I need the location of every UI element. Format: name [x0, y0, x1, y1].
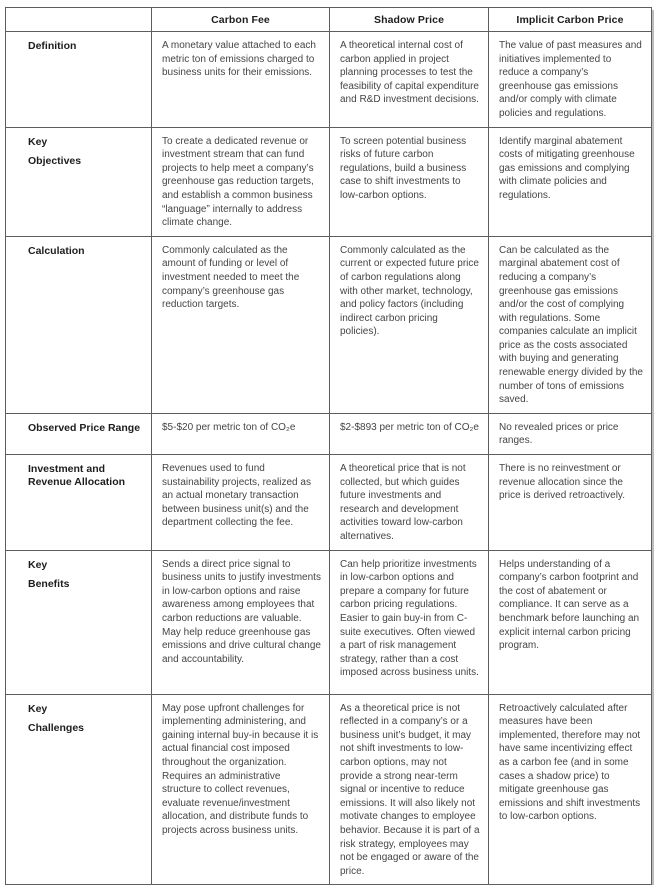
table-cell: To create a dedicated revenue or investment stream that can fund projects to help meet a company’s greenhouse gas reduction targets, and establish a common business “language” internally to address climate change.	[152, 127, 330, 236]
table-cell: Identify marginal abatement costs of mitigating greenhouse gas emissions and complying with climate policies and regulations.	[489, 127, 652, 236]
table-row	[6, 550, 652, 694]
column-header-carbon-fee: Carbon Fee	[152, 8, 330, 32]
column-header-shadow-price: Shadow Price	[330, 8, 489, 32]
table-row	[6, 413, 652, 454]
table-cell: Sends a direct price signal to business units to justify investments in low-carbon options and raise awareness among employees that carbon reductions are valuable. May help reduce greenhouse gas emissions and drive cultural change and accountability.	[152, 550, 330, 694]
row-label	[6, 236, 152, 413]
table-cell: The value of past measures and initiatives implemented to reduce a company’s greenhouse gas emissions and/or comply with climate policies and regulations.	[489, 32, 652, 128]
row-label-line: Observed Price Range	[28, 421, 141, 434]
table-cell: To screen potential business risks of future carbon regulations, build a business case to shift investments to low-carbon options.	[330, 127, 489, 236]
row-label-line: Benefits	[28, 577, 70, 590]
table-row	[6, 455, 652, 551]
table-cell: $2-$893 per metric ton of CO₂e	[330, 413, 489, 454]
table-cell: Can be calculated as the marginal abatement cost of reducing a company’s greenhouse gas emissions and/or the cost of complying with regulations. Some companies calculate an implicit price as the costs associated with buying and generating renewable energy divided by the number of tons of emissions saved.	[489, 236, 652, 413]
table-cell: May pose upfront challenges for implementing administering, and gaining internal buy-in because it is actual financial cost imposed throughout the organization. Requires an administrative structure to collect revenues, evaluate revenue/investment allocation, and distribute funds to projects across business units.	[152, 694, 330, 885]
row-label-line: Key	[28, 135, 48, 148]
table-cell: As a theoretical price is not reflected in a company’s or a business unit’s budget, it may not shift investments to low-carbon options, may not provide a strong near-term signal or incentive to reduce emissions. It will also likely not motivate changes to employee behavior. Because it is part of a risk strategy, employees may not be engaged or aware of the price.	[330, 694, 489, 885]
table-cell: A theoretical price that is not collected, but which guides future investments and research and development activities toward low-carbon alternatives.	[330, 455, 489, 551]
comparison-table-container	[5, 7, 652, 885]
table-row	[6, 127, 652, 236]
row-label	[6, 550, 152, 694]
table-cell: Commonly calculated as the amount of funding or level of investment needed to meet the company’s greenhouse gas reduction targets.	[152, 236, 330, 413]
header-empty-cell	[6, 8, 152, 32]
row-label	[6, 127, 152, 236]
row-label-line: Objectives	[28, 154, 82, 167]
row-label	[6, 694, 152, 885]
table-cell: Commonly calculated as the current or expected future price of carbon regulations along with other market, technology, and policy factors (including indirect carbon pricing policies).	[330, 236, 489, 413]
carbon-pricing-comparison-table	[5, 7, 652, 885]
row-label-line: Definition	[28, 40, 77, 52]
table-cell: There is no reinvestment or revenue allocation since the price is derived retroactively.	[489, 455, 652, 551]
row-label-line: Investment and Revenue Allocation	[28, 463, 126, 489]
table-cell: Retroactively calculated after measures have been implemented, therefore may not have same incentivizing effect as a carbon fee (and in some cases a shadow price) to mitigate greenhouse gas emissions and shift investments to low-carbon options.	[489, 694, 652, 885]
table-cell: Can help prioritize investments in low-carbon options and prepare a company for future carbon pricing regulations. Easier to gain buy-in from C-suite executives. Often viewed a part of risk management strategy, rather than a cost imposed across business units.	[330, 550, 489, 694]
header-row	[6, 8, 652, 32]
table-cell: Revenues used to fund sustainability projects, realized as an actual monetary transaction between business unit(s) and the department collecting the fee.	[152, 455, 330, 551]
table-body	[6, 32, 652, 885]
row-label-line: Challenges	[28, 721, 85, 734]
row-label-line: Key	[28, 702, 48, 715]
table-row	[6, 32, 652, 128]
column-header-implicit-carbon-price: Implicit Carbon Price	[489, 8, 652, 32]
table-cell: No revealed prices or price ranges.	[489, 413, 652, 454]
table-cell: $5-$20 per metric ton of CO₂e	[152, 413, 330, 454]
row-label	[6, 455, 152, 551]
table-row	[6, 694, 652, 885]
table-cell: Helps understanding of a company’s carbon footprint and the cost of abatement or compliance. It can serve as a benchmark before launching an explicit internal carbon pricing program.	[489, 550, 652, 694]
table-row	[6, 236, 652, 413]
table-cell: A theoretical internal cost of carbon applied in project planning processes to test the feasibility of capital expenditure and R&D investment decisions.	[330, 32, 489, 128]
row-label-line: Calculation	[28, 244, 85, 257]
row-label	[6, 413, 152, 454]
table-cell: A monetary value attached to each metric ton of emissions charged to business units for their emissions.	[152, 32, 330, 128]
row-label	[6, 32, 152, 128]
row-label-line: Key	[28, 558, 48, 571]
table-header	[6, 8, 652, 32]
